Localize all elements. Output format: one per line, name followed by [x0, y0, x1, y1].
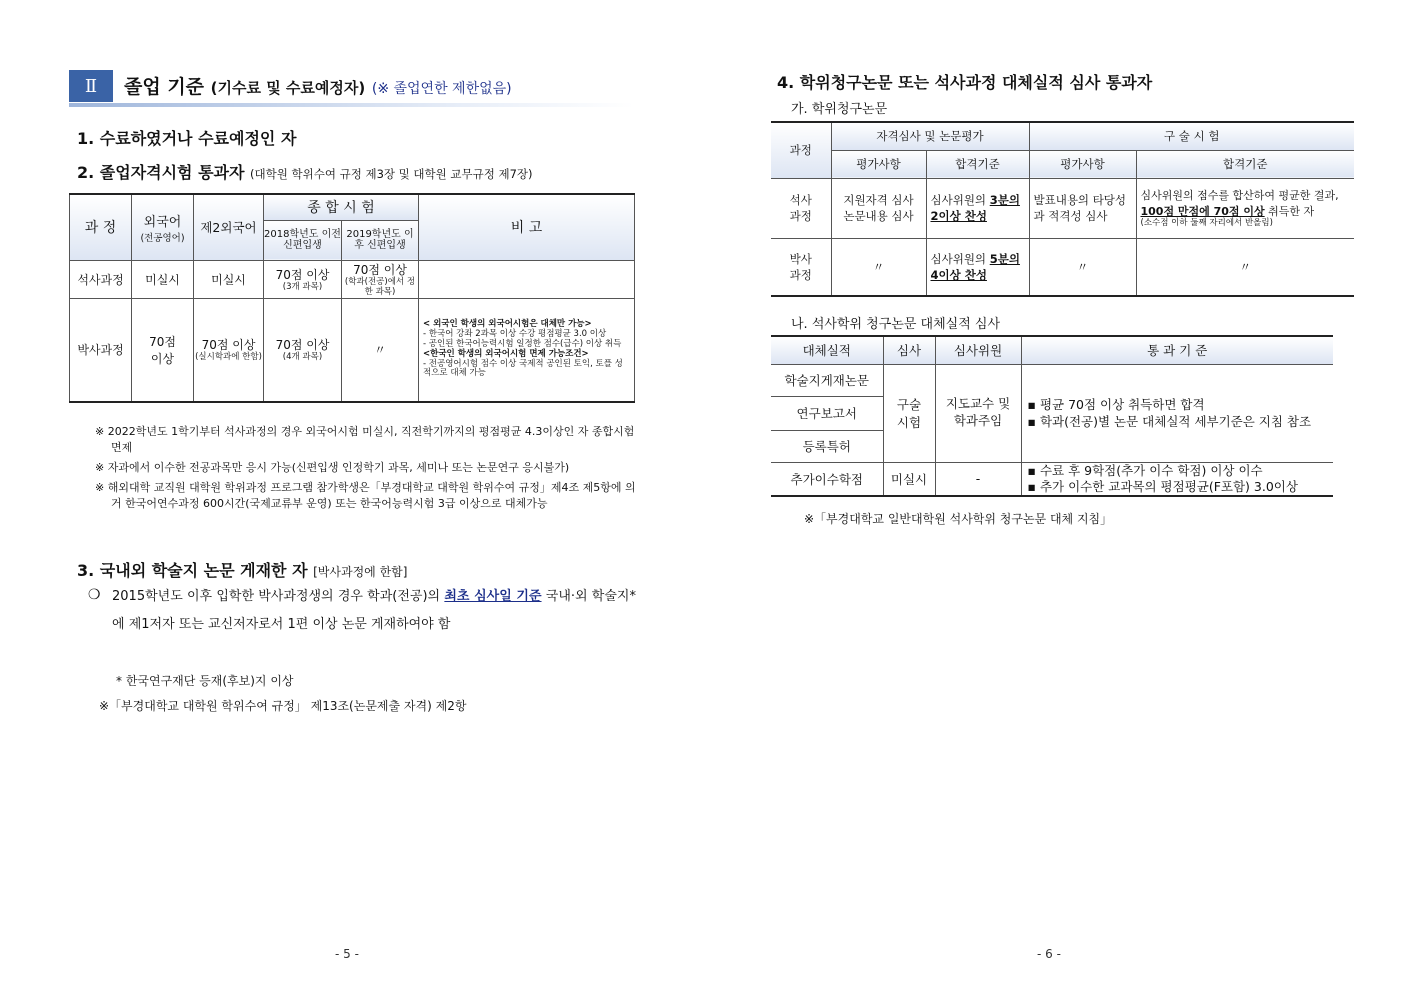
col-lang — [132, 194, 194, 260]
t3-r2: 연구보고서 — [771, 396, 883, 430]
section-title-sub: (기수료 및 수료예정자) — [210, 79, 366, 97]
t2-eval-2: 평가사항 — [1029, 150, 1136, 178]
t3-r4-crit-2: ▪ 추가 이수한 교과목의 평점평균(F포함) 3.0이상 — [1027, 478, 1298, 494]
col-lang-label: 외국어 — [143, 214, 182, 230]
row1-comp-a-sub: (3개 과목) — [282, 281, 323, 292]
body-emphasis: 최초 심사일 기준 — [444, 589, 542, 604]
section-title-note: (※ 졸업연한 제한없음) — [371, 81, 512, 97]
circle-bullet-icon: ❍ — [88, 587, 101, 603]
note-item-2: ※ 자과에서 이수한 전공과목만 응시 가능(신편입생 인정학기 과목, 세미나 또는 논문연구 응시불가) — [95, 461, 570, 474]
row2-comp-a — [264, 298, 342, 402]
row2-note-l2: - 공인된 한국어능력시험 일정한 점수(급수) 이상 취득 — [423, 338, 622, 349]
row2-lang2-sub: (실시학과에 한함) — [195, 352, 262, 363]
row2-comp-a-sub: (4개 과목) — [282, 352, 323, 363]
col-lang2: 제2외국어 — [194, 194, 264, 260]
t3-col-alt: 대체실적 — [771, 336, 883, 364]
col-comprehensive: 종 합 시 험 — [264, 194, 419, 220]
table-row — [771, 462, 1333, 496]
t2-r2-pass — [926, 238, 1029, 296]
row1-note — [419, 260, 635, 298]
row2-lang2-value: 70점 이상 — [201, 338, 256, 353]
row2-note-l3: - 전공영어시험 점수 이상 국제적 공인된 토익, 토플 성적으로 대체 가능 — [423, 358, 623, 379]
t2-r2-pass-emph: 5분의 4이상 찬성 — [930, 251, 1020, 282]
phd-paper-requirement — [112, 583, 636, 639]
col-comp-b: 2019학년도 이후 신편입생 — [342, 220, 419, 260]
t2-r2-oral-pass: 〃 — [1136, 238, 1354, 296]
heading-1: 1. 수료하였거나 수료예정인 자 — [77, 129, 297, 148]
heading-2-ref: (대학원 학위수여 규정 제3장 및 대학원 교무규정 제7장) — [250, 167, 533, 181]
table-row — [771, 364, 1333, 396]
row1-comp-b — [342, 260, 419, 298]
t2-r1-pass — [926, 178, 1029, 238]
t2-r1-pass-emph: 3분의 2이상 찬성 — [930, 193, 1020, 223]
row2-course: 박사과정 — [70, 298, 132, 402]
t3-committee: 지도교수 및 학과주임 — [935, 364, 1021, 462]
t2-r1-pass-pre: 심사위원의 — [930, 193, 987, 207]
section-title-main: 졸업 기준 — [124, 76, 205, 98]
row2-note-h1: < 외국인 학생의 외국어시험은 대체만 가능> — [423, 319, 592, 330]
table-row — [771, 238, 1354, 296]
page-number-left: - 5 - — [335, 947, 359, 961]
row2-comp-b: 〃 — [342, 298, 419, 402]
row2-note-h2: <한국인 학생의 외국어시험 면제 가능조건> — [423, 348, 589, 359]
heading-2-text: 2. 졸업자격시험 통과자 — [77, 163, 245, 182]
t3-r4-committee: - — [935, 462, 1021, 496]
section-number-badge: Ⅱ — [69, 70, 113, 102]
col-comp-a: 2018학년도 이전 신편입생 — [264, 220, 342, 260]
t2-col-course: 과정 — [771, 122, 831, 178]
t2-r1-oral-pass-pre: 심사위원의 점수를 합산하여 평균한 결과, — [1140, 189, 1339, 203]
row2-note — [419, 298, 635, 402]
section-title — [124, 72, 512, 99]
t3-r4-crit-1: ▪ 수료 후 9학점(추가 이수 학점) 이상 이수 — [1027, 462, 1263, 478]
thesis-review-table — [771, 121, 1354, 297]
t2-pass-1: 합격기준 — [926, 150, 1029, 178]
sub-heading-b: 나. 석사학위 청구논문 대체실적 심사 — [791, 317, 1001, 332]
t2-r1-oral-pass-small: (소수점 이하 둘째 자리에서 반올림) — [1140, 218, 1273, 229]
col-lang-sub: (전공영어) — [140, 232, 185, 244]
t2-col-oral: 구 술 시 험 — [1029, 122, 1354, 150]
t2-r1-eval-1: 지원자격 심사 — [843, 193, 914, 207]
row2-note-l1: - 한국어 강좌 2과목 이상 수강 평점평균 3.0 이상 — [423, 329, 607, 340]
section-underline — [69, 103, 634, 107]
body-pre: 2015학년도 이후 입학한 박사과정생의 경우 학과(전공)의 — [112, 589, 441, 604]
t3-crit-2: ▪ 학과(전공)별 논문 대체실적 세부기준은 지침 참조 — [1027, 414, 1312, 429]
note-item-1: ※ 2022학년도 1학기부터 석사과정의 경우 외국어시험 미실시, 직전학기까지의 평점평균 4.3이상인 자 종합시험 면제 — [95, 425, 635, 454]
t3-criteria — [1021, 364, 1333, 462]
body-post: 국내·외 학술지*에 제1저자 또는 교신저자로서 1편 이상 논문 게재하여야 함 — [112, 589, 636, 632]
table-row — [70, 260, 635, 298]
sub-heading-a: 가. 학위청구논문 — [791, 102, 888, 117]
row1-comp-a — [264, 260, 342, 298]
heading-3-text: 3. 국내외 학술지 논문 게재한 자 — [77, 561, 308, 580]
t3-r4-exam: 미실시 — [883, 462, 935, 496]
t2-col-qualification: 자격심사 및 논문평가 — [831, 122, 1029, 150]
t2-r2-eval: 〃 — [831, 238, 926, 296]
notes-list — [95, 424, 640, 516]
table-row — [70, 298, 635, 402]
page-number-right: - 6 - — [1037, 947, 1061, 961]
t2-r1-oral-eval: 발표내용의 타당성과 적격성 심사 — [1029, 178, 1136, 238]
row1-comp-a-value: 70점 이상 — [275, 267, 330, 282]
row2-lang2 — [194, 298, 264, 402]
t3-crit-1: ▪ 평균 70점 이상 취득하면 합격 — [1027, 396, 1205, 412]
heading-2 — [77, 160, 533, 183]
t2-r1-oral-pass — [1136, 178, 1354, 238]
t2-r1-oral-pass-post: 취득한 자 — [1268, 205, 1315, 219]
heading-3-ref: [박사과정에 한함] — [313, 565, 408, 579]
t3-exam: 구술 시험 — [883, 364, 935, 462]
t2-r1-eval — [831, 178, 926, 238]
t2-r1-oral-pass-emph: 100점 만점에 70점 이상 — [1140, 205, 1265, 219]
t2-r2-oral-eval: 〃 — [1029, 238, 1136, 296]
t3-col-criteria: 통 과 기 준 — [1021, 336, 1333, 364]
right-ref-note: ※「부경대학교 일반대학원 석사학위 청구논문 대체 지침」 — [804, 512, 1113, 526]
col-note: 비 고 — [419, 194, 635, 260]
heading-3 — [77, 558, 407, 581]
t3-r4-criteria — [1021, 462, 1333, 496]
footnote: * 한국연구재단 등재(후보)지 이상 — [116, 674, 294, 688]
row1-lang2: 미실시 — [194, 260, 264, 298]
t2-r1-course: 석사 과정 — [771, 178, 831, 238]
row2-comp-a-value: 70점 이상 — [275, 338, 330, 353]
left-ref-note: ※「부경대학교 대학원 학위수여 규정」 제13조(논문제출 자격) 제2항 — [99, 699, 467, 713]
alternative-performance-table — [771, 335, 1333, 497]
t3-r3: 등록특허 — [771, 430, 883, 462]
row1-comp-b-value: 70점 이상 — [353, 262, 407, 277]
exam-requirements-table — [69, 193, 635, 403]
table-row — [771, 178, 1354, 238]
t2-r2-course: 박사 과정 — [771, 238, 831, 296]
t3-col-committee: 심사위원 — [935, 336, 1021, 364]
t2-eval-1: 평가사항 — [831, 150, 926, 178]
t2-r2-pass-pre: 심사위원의 — [930, 251, 987, 266]
row1-comp-b-sub: (학과(전공)에서 정한 과목) — [344, 276, 416, 297]
t2-r1-eval-2: 논문내용 심사 — [843, 209, 914, 223]
col-course: 과 정 — [70, 194, 132, 260]
row1-lang: 미실시 — [132, 260, 194, 298]
t2-pass-2: 합격기준 — [1136, 150, 1354, 178]
row1-course: 석사과정 — [70, 260, 132, 298]
t3-r4: 추가이수학점 — [771, 462, 883, 496]
row2-lang: 70점 이상 — [132, 298, 194, 402]
t3-col-exam: 심사 — [883, 336, 935, 364]
note-item-3: ※ 해외대학 교직원 대학원 학위과정 프로그램 참가학생은「부경대학교 대학원 학위수여 규정」제4조 제5항에 의거 한국어연수과정 600시간(국제교류부 운영) 또는 한국어능력시험 3급 이상으로 대체가능 — [95, 481, 636, 510]
heading-4: 4. 학위청구논문 또는 석사과정 대체실적 심사 통과자 — [777, 73, 1153, 92]
t3-r1: 학술지게재논문 — [771, 364, 883, 396]
